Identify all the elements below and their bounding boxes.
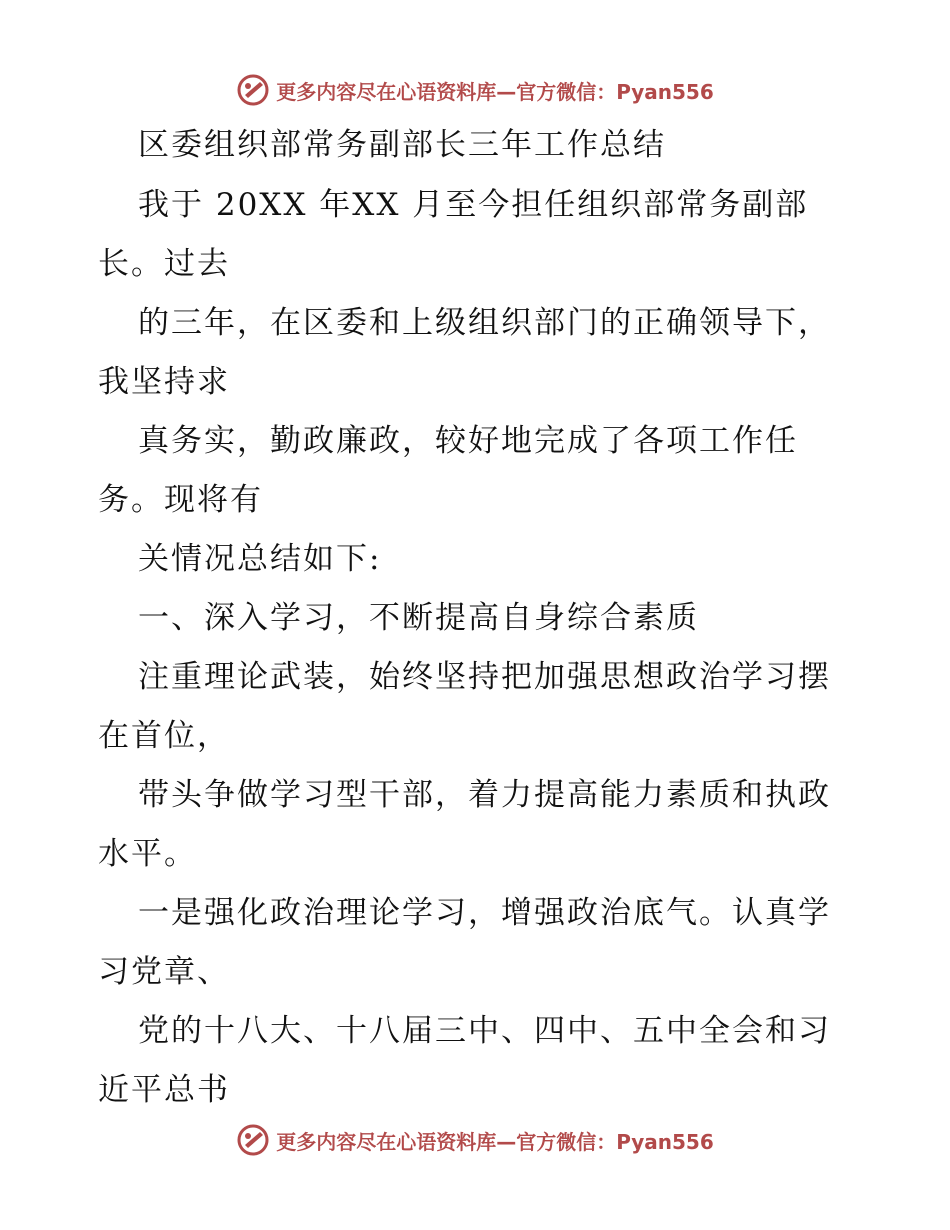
paragraph-line: 关情况总结如下: bbox=[138, 541, 382, 577]
paragraph-line: 我于 20XX 年XX 月至今担任组织部常务副部 bbox=[138, 187, 809, 223]
seal-logo-icon bbox=[236, 73, 270, 107]
paragraph-line: 注重理论武装，始终坚持把加强思想政治学习摆 bbox=[138, 659, 831, 695]
seal-logo-icon bbox=[236, 1123, 270, 1157]
paragraph-line: 习党章、 bbox=[98, 954, 230, 990]
paragraph-line: 带头争做学习型干部，着力提高能力素质和执政 bbox=[138, 777, 831, 813]
footer-watermark bbox=[0, 1120, 950, 1160]
watermark-text: 更多内容尽在心语资料库—官方微信：Pyan556 bbox=[276, 79, 714, 104]
paragraph-line: 务。现将有 bbox=[98, 482, 263, 518]
watermark-text: 更多内容尽在心语资料库—官方微信：Pyan556 bbox=[276, 1129, 714, 1154]
paragraph-line: 在首位， bbox=[98, 718, 230, 754]
document-title: 区委组织部常务副部长三年工作总结 bbox=[138, 127, 666, 163]
paragraph-line: 近平总书 bbox=[98, 1072, 230, 1108]
paragraph-line: 水平。 bbox=[98, 836, 197, 872]
paragraph-line: 一是强化政治理论学习，增强政治底气。认真学 bbox=[138, 895, 831, 931]
paragraph-line: 真务实，勤政廉政，较好地完成了各项工作任 bbox=[138, 423, 798, 459]
section-heading: 一、深入学习，不断提高自身综合素质 bbox=[138, 600, 699, 636]
paragraph-line: 党的十八大、十八届三中、四中、五中全会和习 bbox=[138, 1013, 831, 1049]
header-watermark bbox=[0, 70, 950, 110]
paragraph-line: 长。过去 bbox=[98, 246, 230, 282]
paragraph-line: 我坚持求 bbox=[98, 364, 230, 400]
paragraph-line: 的三年，在区委和上级组织部门的正确领导下， bbox=[138, 305, 831, 341]
